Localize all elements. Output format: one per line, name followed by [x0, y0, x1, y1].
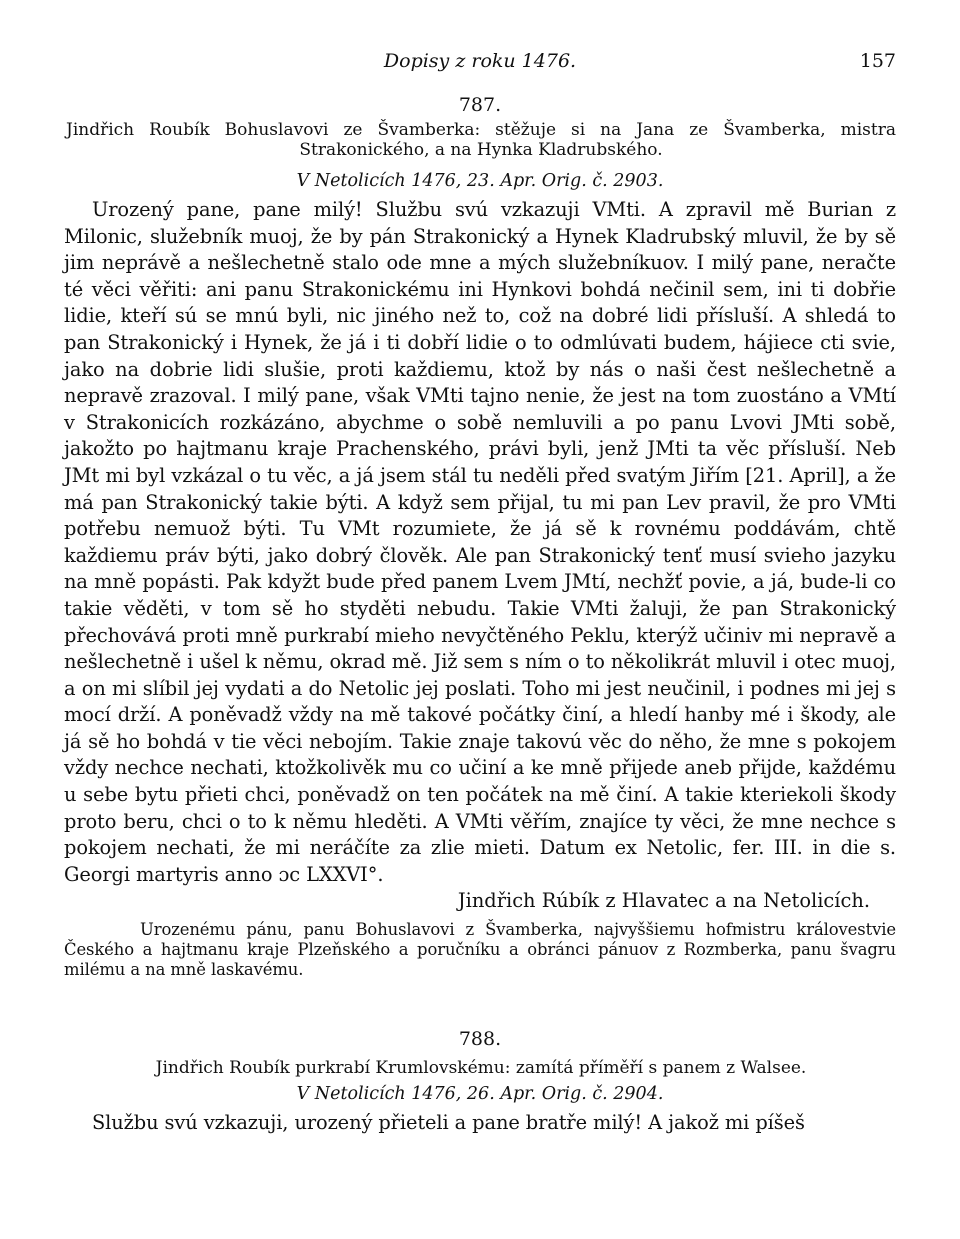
letter-788 — [64, 1028, 896, 1137]
document-page — [64, 48, 896, 1137]
letter-address: Urozenému pánu, panu Bohuslavovi z Švamberka, najvyššiemu hofmistru královestvie Českého a hajtmanu kraje Plzeňského a poručníku a obránci pánuov z Rozmberka, panu švagru milému a na mně laskavému. — [64, 920, 896, 980]
letter-place-date: V Netolicích 1476, 26. Apr. Orig. č. 2904. — [296, 1084, 664, 1105]
letter-787 — [64, 94, 896, 980]
letter-number: 787. — [458, 94, 502, 116]
letter-number: 788. — [458, 1028, 502, 1051]
letter-summary: Jindřich Roubík Bohuslavovi ze Švamberka: stěžuje si na Jana ze Švamberka, mistra Strakonického, a na Hynka Kladrubského. — [66, 120, 896, 160]
letter-body: Urozený pane, pane milý! Službu svú vzkazuji VMti. A zpravil mě Burian z Milonic, služebník muoj, že by pán Strakonický a Hynek Kladrubský mluvil, že by sě jim neprávě a nešlechetně stalo ode mne a mých služebníkuov. I milý pane, neračte té věci věřiti: ani panu Strakonickému ini Hynkovi bohdá nečinil sem, ini ti dobřie lidie, kteří sú se mnú byli, nic jiného než to, což na dobré lidi přísluší. A shledá to pan Strakonický i Hynek, že já i ti dobří lidie o to odmlúvati budem, hájiece cti svie, jako na dobrie lidi slušie, proti každiemu, ktož by nás o naši čest nešlechetně a nepravě zrazoval. I milý pane, však VMti tajno nenie, že jest na tom zuostáno a VMtí v Strakonicích rozkázáno, abychme o sobě nemluvili a po panu Lvovi JMti sobě, jakožto po hajtmanu kraje Prachenského, právi byli, jenž JMti ta věc přísluší. Neb JMt mi byl vzkázal o tu věc, a já jsem stál tu neděli před svatým Jiřím [21. April], a že má pan Strakonický takie býti. A když sem přijal, tu mi pan Lev pravil, že pro VMti potřebu nemuož býti. Tu VMt rozumiete, že já sě k rovnému poddávám, chtě každiemu práv býti, jako dobrý člověk. Ale pan Strakonický tenť musí svieho jazyku na mně popásti. Pak kdyžt bude před panem Lvem JMtí, nechžť povie, a já, bude-li co takie věděti, v tom sě ho styděti nebudu. Takie VMti žaluji, že pan Strakonický přechovává proti mně purkrabí mieho nevyčtěného Peklu, kterýž učiniv mi nepravě a nešlechetně i ušel k němu, okrad mě. Již sem s ním o to několikrát mluvil i otec muoj, a on mi slíbil jej vydati a do Netolic jej poslati. Toho mi jest neučinil, i podnes mi jej s mocí drží. A poněvadž vždy na mě takové počátky činí, a hledí hanby mé i škody, ale já sě ho bohdá v tie věci nebojím. Takie znaje takovú věc do něho, že mne s pokojem vždy nechce nechati, ktožkolivěk mu co učiní a ke mně přijede aneb přijde, každému u sebe bytu přieti chci, poněvadž on ten počátek na mě činí. A takie kteriekoli škody proto beru, chci o to k němu hleděti. A VMti věřím, znajíce ty věci, že mne nechce s pokojem nechati, že mi neráčíte za zlie mieti. Datum ex Netolic, fer. III. in die s. Georgi martyris anno ɔc LXXVI°. — [64, 198, 896, 886]
page-number: 157 — [859, 50, 896, 72]
letter-body: Službu svú vzkazuji, urozený přieteli a pane bratře milý! A jakož mi píšeš — [92, 1111, 805, 1135]
letter-signature: Jindřich Rúbík z Hlavatec a na Netolicích. — [457, 889, 870, 913]
running-head — [64, 48, 896, 82]
letter-summary: Jindřich Roubík purkrabí Krumlovskému: zamítá příměří s panem z Walsee. — [155, 1058, 807, 1079]
letter-place-date: V Netolicích 1476, 23. Apr. Orig. č. 2903. — [296, 171, 664, 191]
running-title: Dopisy z roku 1476. — [383, 50, 577, 72]
